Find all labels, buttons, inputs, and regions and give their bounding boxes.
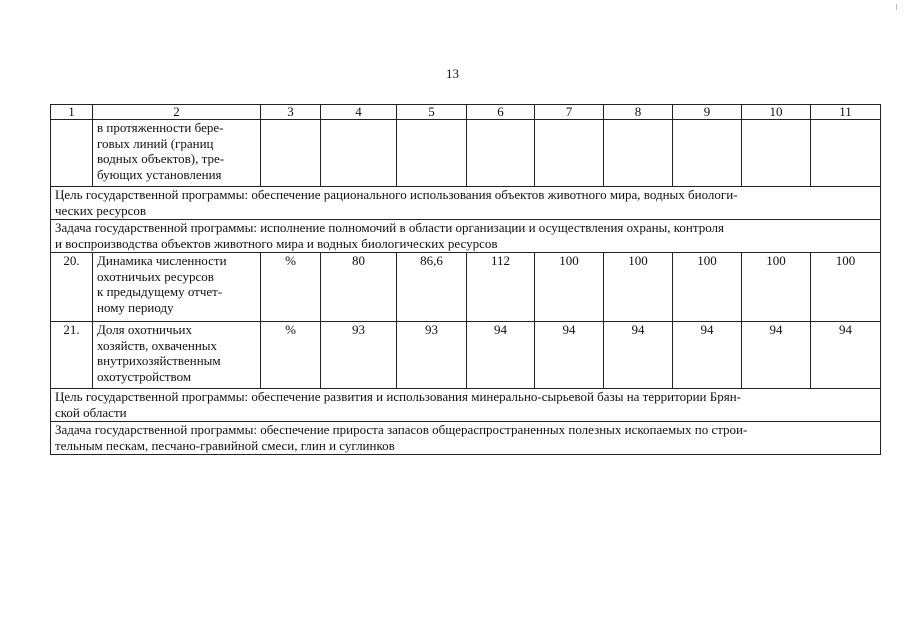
unit-cell [261,120,321,187]
value-cell: 100 [604,253,673,322]
value-cell [397,120,467,187]
value-cell [467,120,535,187]
header-cell: 6 [467,105,535,120]
value-cell: 94 [811,322,881,389]
value-cell: 94 [535,322,604,389]
value-cell: 94 [742,322,811,389]
section-row [51,422,881,455]
value-cell: 86,6 [397,253,467,322]
value-cell: 93 [321,322,397,389]
value-cell: 112 [467,253,535,322]
value-cell [673,120,742,187]
header-cell: 8 [604,105,673,120]
program-goal: Цель государственной программы: обеспечение рационального использования объектов животного мира, водных биологи- ческих ресурсов [51,187,881,220]
value-cell: 100 [673,253,742,322]
header-cell: 11 [811,105,881,120]
indicator-name: в протяженности бере- говых линий (границ водных объектов), тре- бующих установления [93,120,261,187]
value-cell [604,120,673,187]
row-number: 20. [51,253,93,322]
table-row [51,322,881,389]
program-goal: Цель государственной программы: обеспечение развития и использования минерально-сырьевой базы на территории Брян- ской области [51,389,881,422]
value-cell: 93 [397,322,467,389]
value-cell: 94 [467,322,535,389]
unit-cell: % [261,253,321,322]
row-number: 21. [51,322,93,389]
indicator-name: Динамика численности охотничьих ресурсов к предыдущему отчет- ному периоду [93,253,261,322]
section-row [51,187,881,220]
table-row [51,120,881,187]
header-cell: 1 [51,105,93,120]
value-cell [811,120,881,187]
header-cell: 5 [397,105,467,120]
header-cell: 10 [742,105,811,120]
unit-cell: % [261,322,321,389]
page-number: 13 [446,66,459,81]
value-cell [742,120,811,187]
row-number [51,120,93,187]
header-cell: 2 [93,105,261,120]
header-cell: 9 [673,105,742,120]
value-cell [321,120,397,187]
indicator-name: Доля охотничьих хозяйств, охваченных внутрихозяйственным охотустройством [93,322,261,389]
value-cell: 100 [811,253,881,322]
table-row [51,253,881,322]
header-cell: 3 [261,105,321,120]
value-cell: 100 [742,253,811,322]
value-cell: 94 [604,322,673,389]
scan-mark [896,4,897,10]
section-row [51,389,881,422]
header-cell: 4 [321,105,397,120]
value-cell: 94 [673,322,742,389]
value-cell: 80 [321,253,397,322]
section-row [51,220,881,253]
value-cell [535,120,604,187]
program-task: Задача государственной программы: исполнение полномочий в области организации и осуществления охраны, контроля и воспроизводства объектов животного мира и водных биологических ресурсов [51,220,881,253]
program-task: Задача государственной программы: обеспечение прироста запасов общераспространенных полезных ископаемых по строи- тельным пескам, песчано-гравийной смеси, глин и суглинков [51,422,881,455]
header-cell: 7 [535,105,604,120]
indicators-table [50,104,881,455]
value-cell: 100 [535,253,604,322]
header-row [51,105,881,120]
